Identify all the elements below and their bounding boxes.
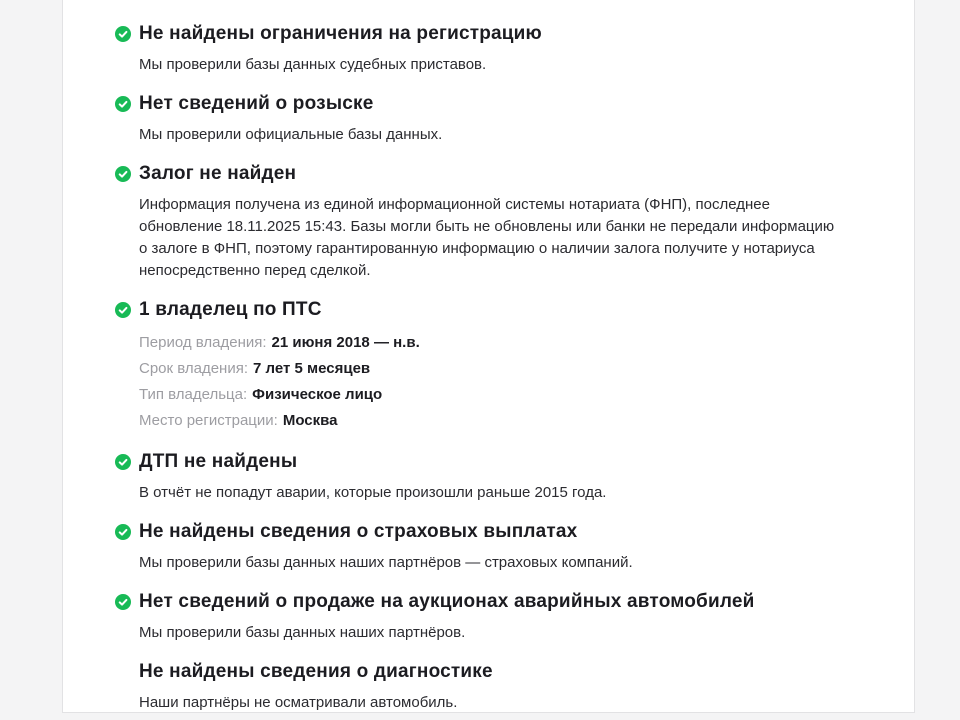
section-accidents [115,450,859,504]
section-owners [115,298,859,434]
kv-label: Период владения: [139,334,267,351]
check-circle-icon [115,26,131,42]
section-header [115,520,859,544]
check-circle-icon [115,96,131,112]
section-diagnostics [115,660,859,713]
section-header [115,162,859,186]
section-title: Нет сведений о розыске [139,93,374,114]
section-pledge [115,162,859,282]
kv-label: Место регистрации: [139,412,278,429]
section-description: Мы проверили базы данных наших партнёров — страховых компаний. [139,554,633,571]
section-registration-restrictions [115,22,859,76]
owner-type-row [139,382,859,408]
ownership-period-row [139,330,859,356]
section-title: Не найдены сведения о страховых выплатах [139,521,578,542]
section-header [115,92,859,116]
section-title: Не найдены ограничения на регистрацию [139,23,542,44]
section-auction-sales [115,590,859,644]
kv-label: Тип владельца: [139,386,248,403]
section-description: Мы проверили базы данных судебных приставов. [139,56,487,73]
section-description: Наши партнёры не осматривали автомобиль. [139,694,458,711]
section-insurance-payouts [115,520,859,574]
check-circle-icon [115,302,131,318]
section-title: Залог не найден [139,163,297,184]
report-card [62,0,915,713]
kv-value: Москва [282,412,338,429]
section-title: Нет сведений о продаже на аукционах аварийных автомобилей [139,591,755,612]
section-description: Мы проверили базы данных наших партнёров. [139,624,466,641]
kv-value: 21 июня 2018 — н.в. [271,334,420,351]
check-circle-icon [115,454,131,470]
section-description: В отчёт не попадут аварии, которые произошли раньше 2015 года. [139,484,607,501]
section-wanted-status [115,92,859,146]
check-circle-icon [115,166,131,182]
section-header [115,660,859,684]
section-title: Не найдены сведения о диагностике [139,661,493,682]
section-header [115,22,859,46]
registration-place-row [139,408,859,434]
kv-value: 7 лет 5 месяцев [253,360,371,377]
ownership-details [139,330,859,434]
section-title: 1 владелец по ПТС [139,299,322,320]
section-header [115,590,859,614]
check-circle-icon [115,524,131,540]
section-title: ДТП не найдены [139,451,298,472]
section-header [115,450,859,474]
ownership-duration-row [139,356,859,382]
check-circle-icon [115,594,131,610]
section-header [115,298,859,322]
section-description: Информация получена из единой информационной системы нотариата (ФНП), последнее обновление 18.11.2025 15:43. Базы могли быть не обновлены или банки не передали информацию о залоге в ФНП, поэтому гарантированную информацию о наличии залога получите у нотариуса непосредственно перед сделкой. [139,196,835,279]
kv-label: Срок владения: [139,360,249,377]
kv-value: Физическое лицо [252,386,383,403]
section-description: Мы проверили официальные базы данных. [139,126,443,143]
